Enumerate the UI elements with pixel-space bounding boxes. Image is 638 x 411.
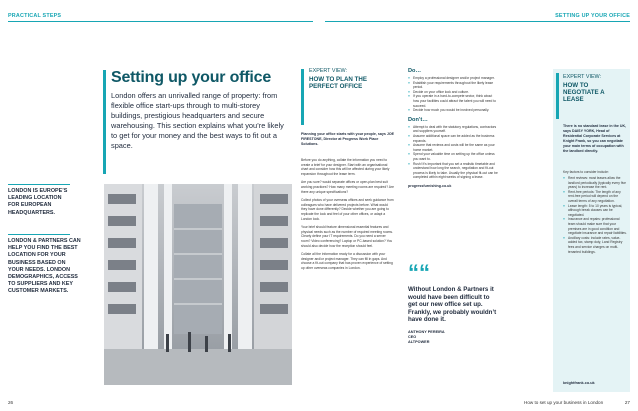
body-paragraph: Collect photos of your overseas offices and seek guidance from colleagues who have delivered projects before. What would they have done differently? Decide whether you are going to replicate the look and feel of your other offices, or adapt a London look.: [301, 198, 394, 221]
progress-link[interactable]: progressfurnishing.co.uk: [408, 183, 452, 188]
list-item: » Attempt to deal with the statutory regulations, contractors and suppliers yourself.: [408, 125, 498, 134]
intro-text: London offers an unrivalled range of property: from flexible office start-ups through to multi-storey buildings, prestigious headquarters and secure warehousing. This section explains what you’re likely to get for your money and the best ways to fit out a space.: [111, 91, 284, 150]
footer-title: How to set up your business in London: [524, 400, 604, 405]
body-paragraph: Before you do anything, collate the information you need to create a brief for your designer. Start with an organisational chart and consider how this will be affected during your likely expansion throughout the lease term.: [301, 158, 390, 176]
lease-accent-bar: [556, 73, 559, 119]
quote-text: Without London & Partners it would have been difficult to get our new office set up. Frankly, we probably wouldn’t have done it.: [408, 286, 497, 324]
list-item: » Rush! It’s important that you set a realistic timetable and understand how long the search, negotiation and fit-out process is likely to take. Usually the physical fit-out can be completed within eight weeks of signing a lease.: [408, 162, 498, 180]
title-accent-bar: [103, 70, 106, 174]
lease-expert-heading: HOW TO NEGOTIATE A LEASE: [563, 82, 605, 104]
quote-marks-icon: ““: [408, 260, 430, 285]
section-label-left: PRACTICAL STEPS: [8, 13, 62, 19]
atrium-photo: [104, 184, 292, 385]
dos-donts-column: [408, 68, 498, 188]
quote-name: ANTHONY PEREIRA: [408, 330, 445, 334]
section-label-right: SETTING UP YOUR OFFICE: [555, 13, 630, 19]
list-item: » Establish your requirements throughout the likely lease period.: [408, 81, 498, 90]
quote-attribution: [408, 330, 445, 345]
dos-list: [408, 76, 498, 113]
expert-body: [301, 158, 394, 270]
lease-expert-label: EXPERT VIEW:: [563, 74, 602, 80]
list-item: » Rent reviews: most leases allow the landlord periodically (typically every five years) to increase the rent.: [563, 176, 627, 190]
lease-lead: There is no standard lease in the UK, says DAISY YORK, Head of Residential Corporate Services at Knight Frank, so you can negotiate your main terms of occupation with the landlord directly.: [563, 124, 627, 153]
page-number-left: 26: [8, 400, 14, 405]
body-paragraph: Are you sure? would separate offices or open-plan best suit working practices? How many meeting rooms are required? Are there any unique specifications?: [301, 180, 394, 194]
callout-partners: LONDON & PARTNERS CAN HELP YOU FIND THE BEST LOCATION FOR YOUR BUSINESS BASED ON YOUR NEEDS. LONDON DEMOGRAPHICS, ACCESS TO SUPPLIERS AND KEY CUSTOMER MARKETS.: [8, 238, 81, 295]
list-item: » Insurance and repairs: professional team should make sure that your premises are in good condition and negotiate insurance and repair liabilities.: [563, 217, 627, 235]
body-paragraph: Your brief should feature dimensional essential features and physical needs such as the number of required meeting rooms. Clearly define your IT requirements. Do you need a server room? Video conferencing? Laptop or PC-based solution? You should also decide how the reception should feel.: [301, 225, 393, 248]
donts-heading: Don’t…: [408, 116, 428, 123]
donts-list: [408, 125, 498, 180]
list-item: » If you operate in a hard-to-compete sector, think about how your facilities could attract the talent you will need to succeed.: [408, 94, 498, 108]
expert-accent-bar: [301, 69, 304, 125]
list-item: » Assume that reviews and costs will be the same as your home market.: [408, 143, 498, 152]
list-item: » Ancillary costs: include rates, value-added tax, stamp duty, Land Registry fees and service charges on multi-tenanted buildings.: [563, 236, 627, 254]
lease-factors-list: [563, 176, 627, 254]
photo-illustration: [104, 184, 292, 385]
quote-role: CEO: [408, 335, 417, 339]
callout-rule: [8, 184, 70, 185]
knightfrank-link[interactable]: knightfrank.co.uk: [563, 381, 595, 385]
callout-europe: LONDON IS EUROPE’S LEADING LOCATION FOR EUROPEAN HEADQUARTERS.: [8, 188, 68, 216]
list-item: » Decide on your office look and culture.: [408, 90, 498, 95]
list-item: » Assume additional space can be added as the business expands.: [408, 134, 498, 143]
lease-factors-intro: Key factors to consider include:: [563, 170, 609, 174]
page-number-right: 27: [624, 400, 630, 405]
page-title: Setting up your office: [111, 69, 272, 86]
list-item: » Lease length: 5 to 10 years is typical, although break clauses can be negotiated.: [563, 204, 627, 218]
expert-lead: Planning your office starts with your people, says JOE FIRESTONE, Director at Progress Work Place Solutions.: [301, 132, 395, 146]
quote-company: ALTPOWER: [408, 340, 430, 344]
header-rule-left: [8, 21, 313, 22]
list-item: » Rent-free periods: The length of any rent-free period will depend on the overall terms of any negotiation.: [563, 190, 627, 204]
expert-view-heading: HOW TO PLAN THE PERFECT OFFICE: [309, 76, 367, 91]
header-rule-right: [325, 21, 630, 22]
dos-heading: Do…: [408, 68, 422, 74]
list-item: » Spend your valuable time on setting up the office unless you want to.: [408, 152, 498, 161]
list-item: » Decide how much you would be involved personally.: [408, 108, 498, 113]
expert-view-label: EXPERT VIEW:: [309, 68, 348, 74]
list-item: » Employ a professional designer and/or project manager.: [408, 76, 498, 81]
callout-rule: [8, 234, 70, 235]
body-paragraph: Collate all the information ready for a discussion with your designer and/or project manager. They can fill in gaps. And choose a fit-out company that has proven experience of setting up other overseas companies in London.: [301, 252, 393, 270]
